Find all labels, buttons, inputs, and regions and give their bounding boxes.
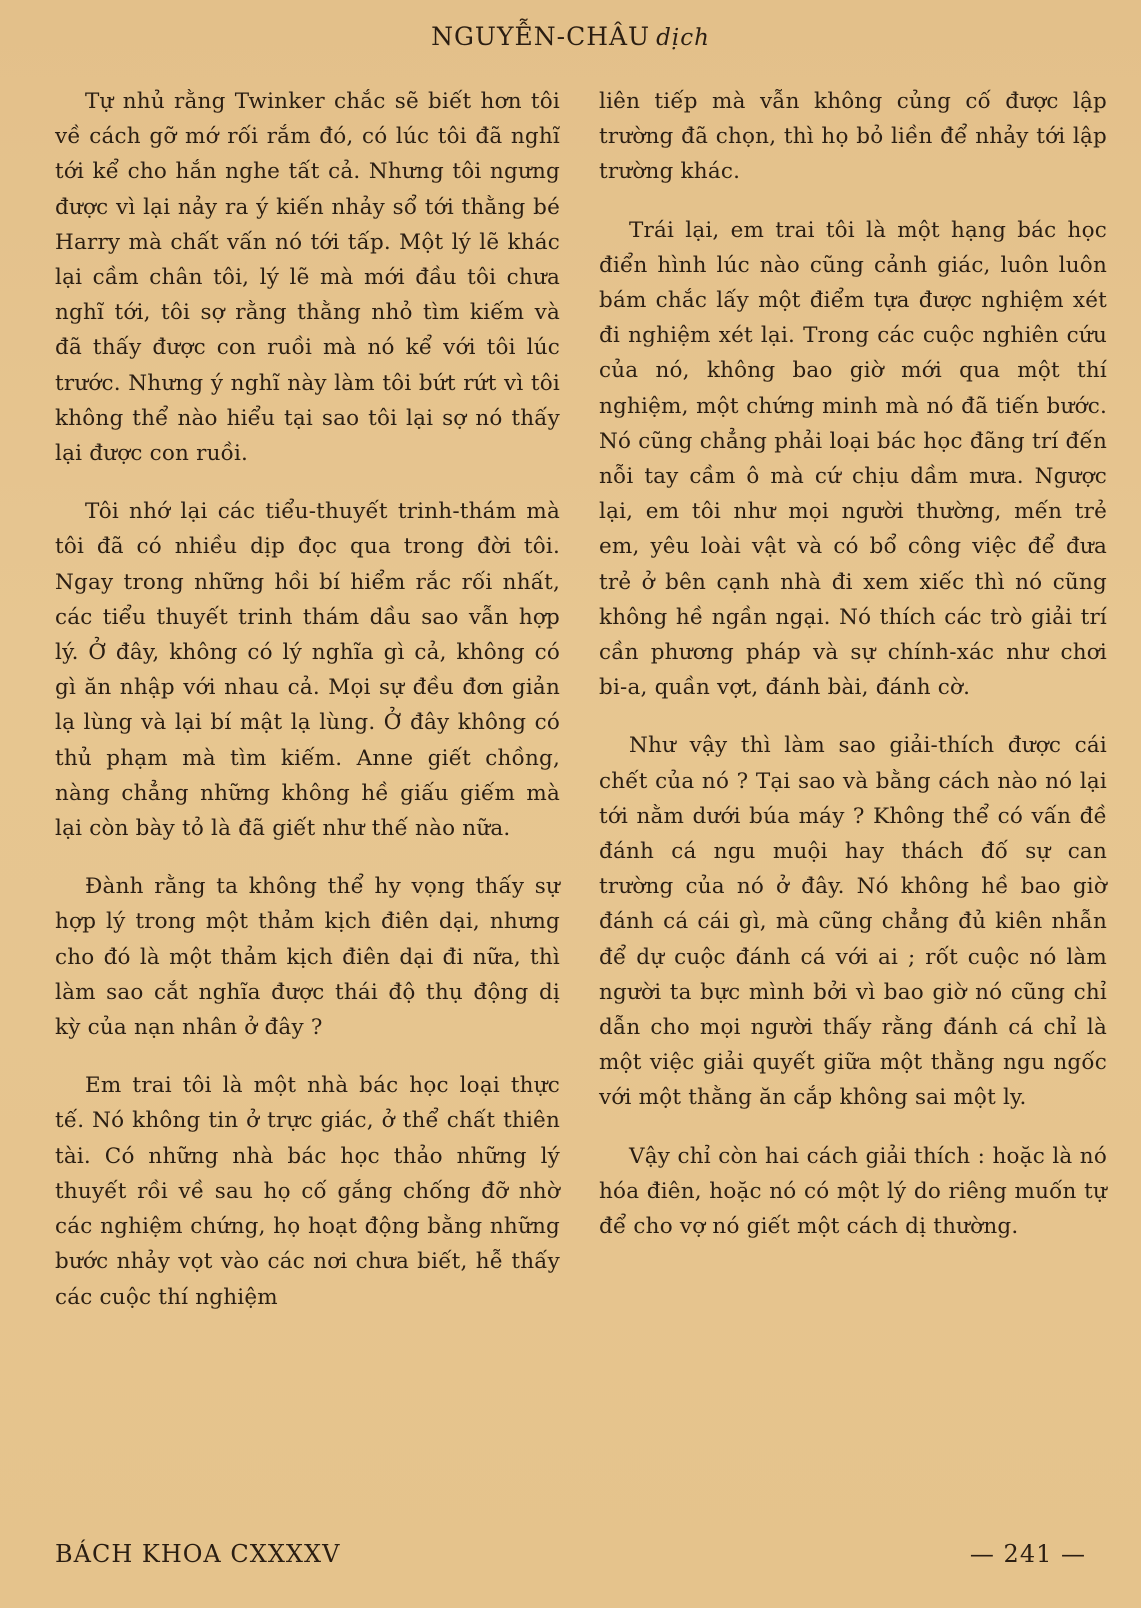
paragraph: Tự nhủ rằng Twinker chắc sẽ biết hơn tôi về cách gỡ mớ rối rắm đó, có lúc tôi đã nghĩ tới kể cho hắn nghe tất cả. Nhưng tôi ngưng được vì lại nảy ra ý kiến nhảy sổ tới thằng bé Harry mà chất vấn nó tới tấp. Một lý lẽ khác lại cầm chân tôi, lý lẽ mà mới đầu tôi chưa nghĩ tới, tôi sợ rằng thằng nhỏ tìm kiếm và đã thấy được con ruồi mà nó kể với tôi lúc trước. Nhưng ý nghĩ này làm tôi bứt rứt vì tôi không thể nào hiểu tại sao tôi lại sợ nó thấy lại được con ruồi. [55,89,560,467]
translator-role: dịch [656,25,710,51]
paragraph: Em trai tôi là một nhà bác học loại thực tế. Nó không tin ở trực giác, ở thể chất thiên tài. Có những nhà bác học thảo những lý thuyết rồi về sau họ cố gắng chống đỡ nhờ các nghiệm chứng, họ hoạt động bằng những bước nhảy vọt vào các nơi chưa biết, hễ thấy các cuộc thí nghiệm [55,1073,560,1310]
paragraph-continuation: liên tiếp mà vẫn không củng cố được lập trường đã chọn, thì họ bỏ liền để nhảy tới lập trường khác. [599,89,1107,185]
paragraph: Trái lại, em trai tôi là một hạng bác học điển hình lúc nào cũng cảnh giác, luôn luôn bám chắc lấy một điểm tựa được nghiệm xét đi nghiệm xét lại. Trong các cuộc nghiên cứu của nó, không bao giờ mới qua một thí nghiệm, một chứng minh mà nó đã tiến bước. Nó cũng chẳng phải loại bác học đãng trí đến nỗi tay cầm ô mà cứ chịu dầm mưa. Ngược lại, em tôi như mọi người thường, mến trẻ em, yêu loài vật và có bổ công việc để đưa trẻ ở bên cạnh nhà đi xem xiếc thì nó cũng không hề ngần ngại. Nó thích các trò giải trí cần phương pháp và sự chính-xác như chơi bi-a, quần vợt, đánh bài, đánh cờ. [599,217,1107,701]
left-column [55,84,560,1338]
paragraph: Như vậy thì làm sao giải-thích được cái chết của nó ? Tại sao và bằng cách nào nó lại tới nằm dưới búa máy ? Không thể có vấn đề đánh cá ngu muội hay thách đố sự can trường của nó ở đây. Nó không hề bao giờ đánh cá cái gì, mà cũng chẳng đủ kiên nhẫn để dự cuộc đánh cá với ai ; rốt cuộc nó làm người ta bực mình bởi vì bao giờ nó cũng chỉ dẫn cho mọi người thấy rằng đánh cá chỉ là một việc giải quyết giữa một thằng ngu ngốc với một thằng ăn cắp không sai một ly. [599,733,1107,1111]
page-number: — 241 — [969,1540,1086,1568]
paragraph: Vậy chỉ còn hai cách giải thích : hoặc là nó hóa điên, hoặc nó có một lý do riêng muốn tự để cho vợ nó giết một cách dị thường. [599,1143,1107,1240]
paragraph: Tôi nhớ lại các tiểu-thuyết trinh-thám mà tôi đã có nhiều dịp đọc qua trong đời tôi. Ngay trong những hồi bí hiểm rắc rối nhất, các tiểu thuyết trinh thám dầu sao vẫn hợp lý. Ở đây, không có lý nghĩa gì cả, không có gì ăn nhập với nhau cả. Mọi sự đều đơn giản lạ lùng và lại bí mật lạ lùng. Ở đây không có thủ phạm mà tìm kiếm. Anne giết chồng, nàng chẳng những không hề giấu giếm mà lại còn bày tỏ là đã giết như thế nào nữa. [55,499,560,842]
right-column [599,84,1107,1267]
running-header [0,22,1141,51]
paragraph: Đành rằng ta không thể hy vọng thấy sự hợp lý trong một thảm kịch điên dại, nhưng cho đó là một thảm kịch điên dại đi nữa, thì làm sao cắt nghĩa được thái độ thụ động dị kỳ của nạn nhân ở đây ? [55,874,560,1041]
journal-title: BÁCH KHOA CXXXXV [55,1540,341,1568]
translator-name: NGUYỄN-CHÂU [431,22,651,51]
